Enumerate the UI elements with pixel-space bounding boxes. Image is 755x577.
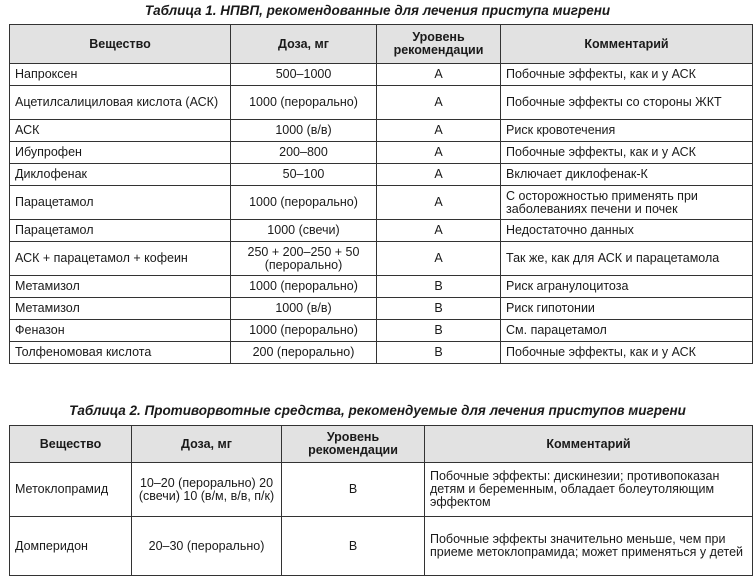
table2-caption: Таблица 2. Противорвотные средства, рекомендуемые для лечения приступов мигрени: [69, 403, 686, 418]
cell-substance: Диклофенак: [10, 164, 231, 186]
cell-level: A: [377, 242, 501, 276]
table-row: [10, 64, 753, 86]
cell-level: B: [377, 320, 501, 342]
cell-level: A: [377, 120, 501, 142]
table-row: [10, 320, 753, 342]
cell-comment: Побочные эффекты со стороны ЖКТ: [501, 86, 753, 120]
table-row: [10, 142, 753, 164]
table-row: [10, 463, 753, 517]
cell-dose: 50–100: [231, 164, 377, 186]
cell-level: B: [282, 463, 425, 517]
cell-comment: См. парацетамол: [501, 320, 753, 342]
cell-comment: Побочные эффекты, как и у АСК: [501, 64, 753, 86]
header-level: Уровень рекомендации: [377, 25, 501, 64]
cell-dose: 500–1000: [231, 64, 377, 86]
cell-level: B: [377, 342, 501, 364]
table-row: [10, 120, 753, 142]
cell-dose: 20–30 (перорально): [132, 517, 282, 576]
cell-substance: Ацетилсалициловая кислота (АСК): [10, 86, 231, 120]
cell-level: A: [377, 220, 501, 242]
table-header-row: [10, 25, 753, 64]
cell-substance: Домперидон: [10, 517, 132, 576]
cell-substance: Метоклопрамид: [10, 463, 132, 517]
cell-level: A: [377, 86, 501, 120]
cell-dose: 1000 (перорально): [231, 86, 377, 120]
table-row: [10, 298, 753, 320]
cell-comment: Риск кровотечения: [501, 120, 753, 142]
table-row: [10, 86, 753, 120]
header-dose: Доза, мг: [132, 426, 282, 463]
cell-substance: Метамизол: [10, 298, 231, 320]
cell-dose: 1000 (перорально): [231, 276, 377, 298]
header-substance: Вещество: [10, 25, 231, 64]
cell-substance: Ибупрофен: [10, 142, 231, 164]
header-comment: Комментарий: [501, 25, 753, 64]
table-row: [10, 242, 753, 276]
table-row: [10, 220, 753, 242]
cell-level: B: [377, 298, 501, 320]
nsaid-table: [9, 24, 753, 364]
cell-dose: 1000 (перорально): [231, 320, 377, 342]
cell-comment: Включает диклофенак-К: [501, 164, 753, 186]
table1-caption: Таблица 1. НПВП, рекомендованные для лечения приступа мигрени: [144, 3, 611, 18]
cell-comment: Побочные эффекты значительно меньше, чем при приеме метоклопрамида; может применяться у детей: [425, 517, 753, 576]
cell-substance: Напроксен: [10, 64, 231, 86]
header-level: Уровень рекомендации: [282, 426, 425, 463]
cell-comment: Недостаточно данных: [501, 220, 753, 242]
table-row: [10, 276, 753, 298]
cell-comment: Побочные эффекты, как и у АСК: [501, 142, 753, 164]
cell-substance: АСК: [10, 120, 231, 142]
cell-comment: Риск агранулоцитоза: [501, 276, 753, 298]
table-row: [10, 517, 753, 576]
cell-dose: 1000 (перорально): [231, 186, 377, 220]
cell-level: B: [377, 276, 501, 298]
cell-dose: 1000 (в/в): [231, 120, 377, 142]
cell-level: A: [377, 164, 501, 186]
header-dose: Доза, мг: [231, 25, 377, 64]
antiemetic-table: [9, 425, 753, 576]
cell-substance: Парацетамол: [10, 220, 231, 242]
header-substance: Вещество: [10, 426, 132, 463]
table-header-row: [10, 426, 753, 463]
cell-level: A: [377, 64, 501, 86]
cell-comment: Риск гипотонии: [501, 298, 753, 320]
cell-comment: С осторожностью применять при заболеваниях печени и почек: [501, 186, 753, 220]
table-row: [10, 164, 753, 186]
table-row: [10, 186, 753, 220]
cell-comment: Побочные эффекты: дискинезии; противопоказан детям и беременным, обладает болеутоляющим эффектом: [425, 463, 753, 517]
cell-substance: Метамизол: [10, 276, 231, 298]
cell-substance: АСК + парацетамол + кофеин: [10, 242, 231, 276]
cell-dose: 200–800: [231, 142, 377, 164]
cell-dose: 1000 (в/в): [231, 298, 377, 320]
table-row: [10, 342, 753, 364]
header-comment: Комментарий: [425, 426, 753, 463]
cell-level: A: [377, 142, 501, 164]
cell-dose: 250 + 200–250 + 50 (перорально): [231, 242, 377, 276]
cell-substance: Толфеномовая кислота: [10, 342, 231, 364]
cell-dose: 200 (перорально): [231, 342, 377, 364]
cell-comment: Побочные эффекты, как и у АСК: [501, 342, 753, 364]
cell-level: B: [282, 517, 425, 576]
cell-dose: 1000 (свечи): [231, 220, 377, 242]
cell-substance: Феназон: [10, 320, 231, 342]
cell-dose: 10–20 (перорально) 20 (свечи) 10 (в/м, в/в, п/к): [132, 463, 282, 517]
cell-level: A: [377, 186, 501, 220]
cell-comment: Так же, как для АСК и парацетамола: [501, 242, 753, 276]
cell-substance: Парацетамол: [10, 186, 231, 220]
